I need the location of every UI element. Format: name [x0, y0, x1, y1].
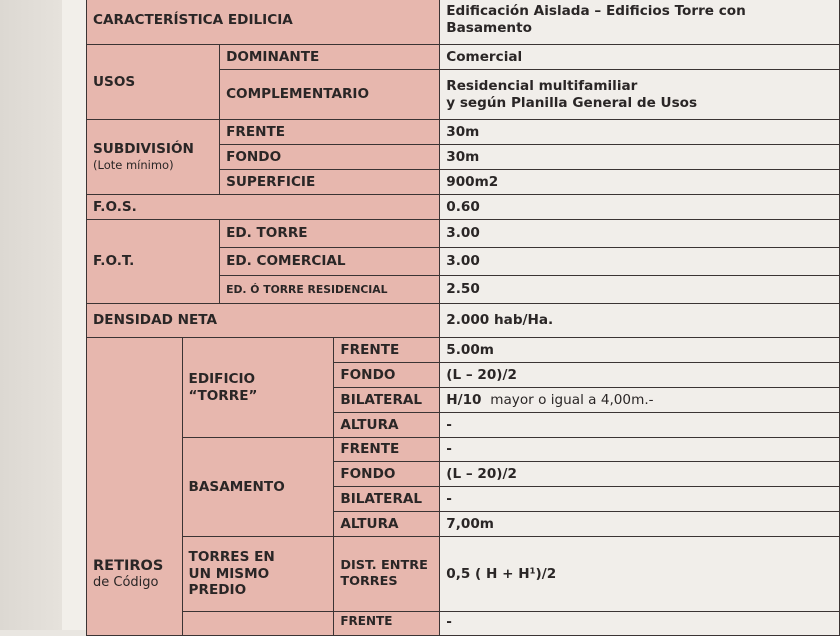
torres-predio-line1: TORRES EN: [188, 548, 275, 565]
subdivision-sublabel: (Lote mínimo): [93, 158, 174, 173]
basamento-bilateral-label: BILATERAL: [334, 487, 440, 512]
torre-label-line1: EDIFICIO: [188, 370, 256, 387]
basamento-altura-label: ALTURA: [334, 512, 440, 537]
torre-bilateral-extra: mayor o igual a 4,00m.-: [490, 391, 654, 408]
usos-label: USOS: [87, 45, 220, 120]
fot-comercial-value: 3.00: [440, 248, 840, 276]
row-subdivision-frente: [87, 120, 840, 145]
row-basamento-frente: [87, 438, 840, 462]
torre-label-cell: [182, 338, 334, 438]
cutoff-group-cell: [182, 612, 334, 636]
subdivision-superficie-label: SUPERFICIE: [220, 170, 440, 195]
basamento-bilateral-value: -: [440, 487, 840, 512]
subdivision-fondo-value: 30m: [440, 145, 840, 170]
row-caracteristica: [87, 0, 840, 45]
row-usos-dominante: [87, 45, 840, 70]
torre-label-line2: “TORRE”: [188, 387, 258, 404]
torre-bilateral-label: BILATERAL: [334, 388, 440, 413]
cutoff-frente-value: -: [440, 612, 840, 636]
dist-torres-value: 0,5 ( H + H¹)/2: [440, 537, 840, 612]
fot-residencial-label: ED. Ó TORRE RESIDENCIAL: [220, 276, 440, 304]
basamento-fondo-label: FONDO: [334, 462, 440, 487]
row-fos: [87, 195, 840, 220]
densidad-label: DENSIDAD NETA: [87, 304, 440, 338]
subdivision-frente-value: 30m: [440, 120, 840, 145]
torre-frente-value: 5.00m: [440, 338, 840, 363]
torre-fondo-label: FONDO: [334, 363, 440, 388]
caracteristica-value-line2: Basamento: [446, 19, 532, 36]
fos-value: 0.60: [440, 195, 840, 220]
torres-predio-label: [182, 537, 334, 612]
retiros-label-cell: [87, 338, 183, 636]
fot-residencial-value: 2.50: [440, 276, 840, 304]
torre-frente-label: FRENTE: [334, 338, 440, 363]
caracteristica-value-line1: Edificación Aislada – Edificios Torre con: [446, 3, 746, 19]
torre-altura-label: ALTURA: [334, 413, 440, 438]
usos-dominante-value: Comercial: [440, 45, 840, 70]
densidad-value: 2.000 hab/Ha.: [440, 304, 840, 338]
subdivision-frente-label: FRENTE: [220, 120, 440, 145]
row-torre-frente: [87, 338, 840, 363]
usos-complementario-label: COMPLEMENTARIO: [220, 70, 440, 120]
row-densidad: [87, 304, 840, 338]
usos-complementario-value: [440, 70, 840, 120]
subdivision-superficie-value: 900m2: [440, 170, 840, 195]
dist-torres-line1: DIST. ENTRE: [340, 558, 428, 574]
basamento-label: BASAMENTO: [182, 438, 334, 537]
torre-altura-value: -: [440, 413, 840, 438]
caracteristica-label: CARACTERÍSTICA EDILICIA: [87, 0, 440, 45]
row-fot-torre: [87, 220, 840, 248]
basamento-frente-label: FRENTE: [334, 438, 440, 462]
usos-complementario-line1: Residencial multifamiliar: [446, 77, 638, 94]
retiros-sublabel: de Código: [93, 574, 159, 590]
subdivision-fondo-label: FONDO: [220, 145, 440, 170]
torre-fondo-value: (L – 20)/2: [440, 363, 840, 388]
fot-torre-value: 3.00: [440, 220, 840, 248]
torres-predio-line3: PREDIO: [188, 582, 247, 599]
usos-complementario-line2: y según Planilla General de Usos: [446, 94, 698, 111]
torre-bilateral-value: [440, 388, 840, 413]
desk-shadow: [0, 0, 62, 630]
basamento-altura-value: 7,00m: [440, 512, 840, 537]
row-torres-mismo-predio: [87, 537, 840, 612]
subdivision-label: SUBDIVISIÓN: [93, 141, 194, 158]
fos-label: F.O.S.: [87, 195, 440, 220]
fot-comercial-label: ED. COMERCIAL: [220, 248, 440, 276]
subdivision-label-cell: [87, 120, 220, 195]
usos-dominante-label: DOMINANTE: [220, 45, 440, 70]
caracteristica-value: [440, 0, 840, 45]
fot-torre-label: ED. TORRE: [220, 220, 440, 248]
dist-torres-line2: TORRES: [340, 574, 398, 589]
torre-bilateral-main: H/10: [446, 391, 482, 408]
torres-predio-line2: UN MISMO: [188, 565, 270, 582]
cutoff-frente-label: FRENTE: [334, 612, 440, 636]
fot-label: F.O.T.: [87, 220, 220, 304]
basamento-frente-value: -: [440, 438, 840, 462]
zoning-table: [86, 0, 840, 636]
dist-torres-label: [334, 537, 440, 612]
row-cutoff-frente: [87, 612, 840, 636]
basamento-fondo-value: (L – 20)/2: [440, 462, 840, 487]
retiros-label: RETIROS: [93, 557, 164, 574]
